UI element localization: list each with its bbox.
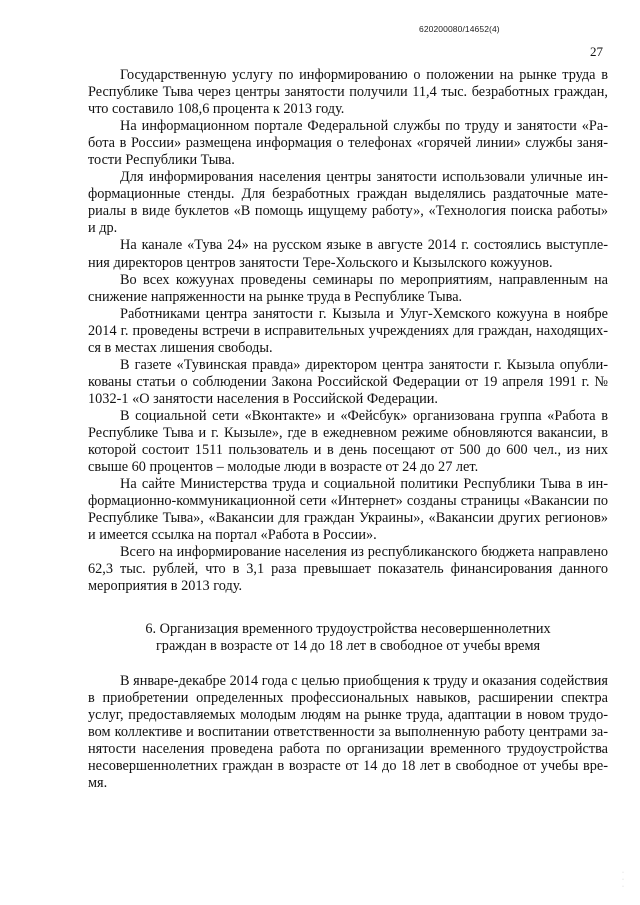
section-heading <box>88 621 608 655</box>
paragraph-employment-services: Государственную услугу по информированию о положении на рынке труда в Республике Тыва через центры занятости получили 11,4 тыс. безработных граждан, что составило 108,6 процента к 2013 году. <box>88 67 608 118</box>
section-heading-line-2: граждан в возрасте от 14 до 18 лет в свободное от учебы время <box>155 638 541 655</box>
section-heading-line-1: 6. Организация временного трудоустройства несовершеннолетних <box>145 621 551 637</box>
paragraph-youth-employment: В январе-декабре 2014 года с целью приобщения к труду и оказания содействия в приобретении определенных профессиональных навыков, расширении спектра услуг, предоставляемых молодым людям на рынке труда, адаптации в новом трудовом коллективе и воспитании ответственности за выполненную работу центрами занятости населения проведена работа по организации временного трудоустройства несовершеннолетних граждан в возрасте от 14 до 18 лет в свободное от учебы время. <box>88 673 608 792</box>
paragraph-ministry-website: На сайте Министерства труда и социальной политики Республики Тыва в информационно-коммуникационной сети «Интернет» созданы страницы «Вакансии по Республике Тыва», «Вакансии для граждан Украины», «Вакансии других регионов» и имеется ссылка на портал «Работа в России». <box>88 476 608 544</box>
paragraph-correctional-meetings: Работниками центра занятости г. Кызыла и Улуг-Хемского кожууна в ноябре 2014 г. проведены встречи в исправительных учреждениях для граждан, находящихся в местах лишения свободы. <box>88 305 608 356</box>
paragraph-federal-portal: На информационном портале Федеральной службы по труду и занятости «Работа в России» размещена информация о телефонах «горячей линии» службы занятости Республики Тыва. <box>88 118 608 169</box>
paragraph-seminars: Во всех кожуунах проведены семинары по мероприятиям, направленным на снижение напряженности на рынке труда в Республике Тыва. <box>88 271 608 305</box>
main-text <box>88 67 608 595</box>
paragraph-social-networks: В социальной сети «Вконтакте» и «Фейсбук» организована группа «Работа в Республике Тыва и г. Кызыле», где в ежедневном режиме обновляются вакансии, в которой состоит 1511 пользователь и в день посещают от 500 до 600 чел., из них свыше 60 процентов – молодые люди в возрасте от 24 до 27 лет. <box>88 407 608 476</box>
paragraph-budget: Всего на информирование населения из республиканского бюджета направлено 62,3 тыс. рублей, что в 3,1 раза превышает показатель финансирования данного мероприятия в 2013 году. <box>88 544 608 595</box>
document-id: 620200080/14652(4) <box>419 24 500 34</box>
page-number: 27 <box>590 44 603 59</box>
scan-edge-mark: · · · <box>622 870 624 890</box>
paragraph-info-stands: Для информирования населения центры занятости использовали уличные информационные стенды. Для безработных граждан выделялись раздаточные материалы в виде буклетов «В помощь ищущему работу», «Технология поиска работы» и др. <box>88 169 608 237</box>
paragraph-newspaper: В газете «Тувинская правда» директором центра занятости г. Кызыла опубликованы статьи о соблюдении Закона Российской Федерации от 19 апреля 1991 г. № 1032-1 «О занятости населения в Российской Федерации. <box>88 356 608 407</box>
paragraph-tv-channel: На канале «Тува 24» на русском языке в августе 2014 г. состоялись выступления директоров центров занятости Тере-Хольского и Кызылского кожуунов. <box>88 237 608 271</box>
section-text <box>88 673 608 792</box>
